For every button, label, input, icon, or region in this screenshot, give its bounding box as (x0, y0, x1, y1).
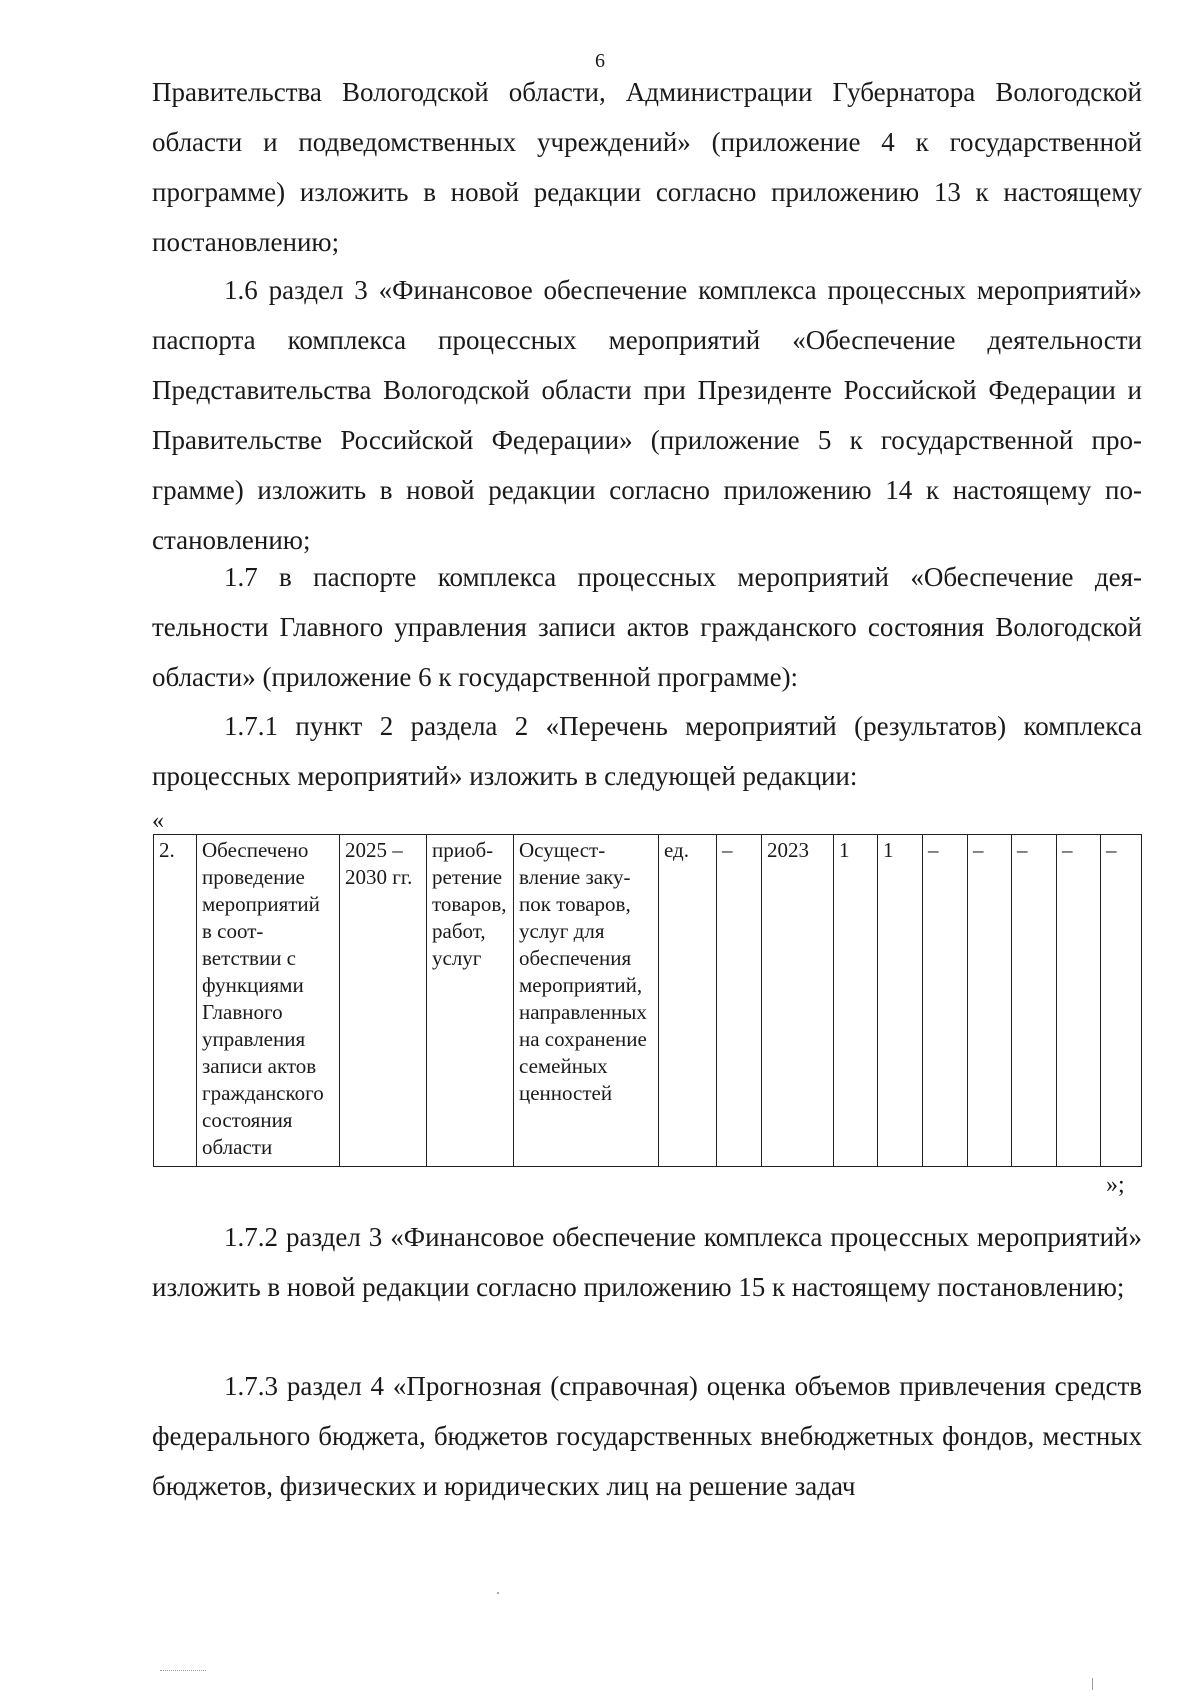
cell-value-1: 1 (834, 835, 878, 1167)
paragraph-continuation: Правительства Вологодской области, Администрации Губернатора Вологодской области и подведомственных учреждений» (приложение 4 к государственной программе) изложить в новой редакции согласно приложению 13 к настоящему постановлению; (152, 77, 1142, 257)
cell-base-value: – (717, 835, 762, 1167)
page-number: 6 (595, 50, 605, 72)
cell-value-6: – (1057, 835, 1101, 1167)
footer-tick (1092, 1678, 1093, 1690)
paragraph-1-7: 1.7 в паспорте комплекса процессных мероприятий «Обеспечение деятельности Главного управления записи актов гражданского состояния Вологодской области» (приложение 6 к государственной программе): (152, 562, 1142, 692)
paragraph-1-6: 1.6 раздел 3 «Финансовое обеспечение комплекса процессных мероприятий» паспорта комплекса процессных мероприятий «Обеспечение деятельности Представительства Вологодской области при Президенте Российской Федерации и Правительстве Российской Федерации» (приложение 5 к государственной программе) изложить в новой редакции согласно приложению 14 к настоящему постановлению; (152, 275, 1142, 555)
cell-base-year: 2023 (762, 835, 834, 1167)
cell-value-3: – (923, 835, 968, 1167)
paragraph-1-7-1: 1.7.1 пункт 2 раздела 2 «Перечень мероприятий (результатов) комплекса процессных мероприятий» изложить в следующей редакции: (152, 711, 1142, 791)
cell-number: 2. (154, 835, 197, 1167)
cell-value-4: – (968, 835, 1012, 1167)
activities-table (153, 834, 1142, 1167)
footer-mark (160, 1670, 206, 1671)
cell-value-7: – (1101, 835, 1142, 1167)
scan-artifact (497, 1592, 499, 1594)
paragraph-1-7-3: 1.7.3 раздел 4 «Прогнозная (справочная) оценка объемов привлечения средств федерального бюджета, бюджетов государственных внебюджетных фондов, местных бюджетов, физических и юридических лиц на решение задач (152, 1371, 1142, 1501)
cell-unit: ед. (659, 835, 717, 1167)
table-row (154, 835, 1142, 1167)
closing-quote-mark: »; (1106, 1172, 1125, 1198)
cell-value-2: 1 (878, 835, 923, 1167)
cell-description: Осуществление закупок товаров, услуг для обеспечения мероприятий, направленных на сохранение семейных ценностей (514, 835, 659, 1167)
cell-result-type: приобретение товаров, работ, услуг (427, 835, 514, 1167)
cell-period: 2025 – 2030 гг. (340, 835, 427, 1167)
cell-result-name: Обеспечено проведение мероприятий в соответствии с функциями Главного управления записи актов гражданского состояния области (197, 835, 340, 1167)
cell-value-5: – (1012, 835, 1057, 1167)
paragraph-1-7-2: 1.7.2 раздел 3 «Финансовое обеспечение комплекса процессных мероприятий» изложить в новой редакции согласно приложению 15 к настоящему постановлению; (152, 1222, 1142, 1302)
opening-quote-mark: « (152, 808, 164, 834)
